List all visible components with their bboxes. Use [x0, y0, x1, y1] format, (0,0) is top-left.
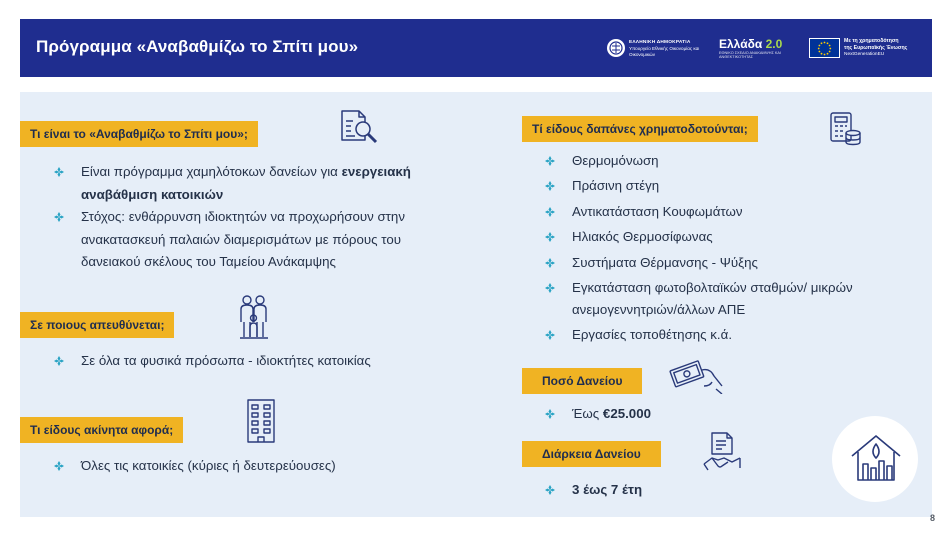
money-hand-icon — [666, 356, 724, 399]
expense-item-text-cont: ανεμογεννητριών/άλλων ΑΠΕ — [572, 301, 746, 317]
contract-handshake-icon — [702, 430, 742, 479]
diamond-bullet-icon — [545, 232, 555, 242]
expense-item-text: Πράσινη στέγη — [572, 178, 660, 194]
expenses-bullets — [545, 150, 925, 350]
greece-2-0-logo — [719, 37, 801, 60]
duration-value: 3 έως 7 έτη — [572, 482, 643, 497]
what-is-b2-line2: ανακατασκευή παλαιών διαμερισμάτων με πόρους του — [81, 231, 401, 247]
eu-logo-line2: της Ευρωπαϊκής Ένωσης — [844, 45, 908, 51]
diamond-bullet-icon — [545, 330, 555, 340]
expense-item-text: Εργασίες τοποθέτησης κ.ά. — [572, 327, 733, 343]
expense-item-text: Συστήματα Θέρμανσης - Ψύξης — [572, 254, 758, 270]
list-item — [545, 324, 925, 346]
list-item — [54, 350, 474, 373]
list-item — [545, 277, 925, 321]
what-is-bullets — [54, 161, 474, 274]
list-item — [54, 206, 474, 274]
what-is-label: Τι είναι το «Αναβαθμίζω το Σπίτι μου»; — [20, 121, 258, 147]
what-is-b2-line1: Στόχος: ενθάρρυνση ιδιοκτητών να προχωρήσουν στην — [81, 209, 405, 224]
what-is-b1-bold-2: αναβάθμιση κατοικιών — [81, 186, 224, 202]
calculator-icon — [827, 110, 863, 151]
page-title: Πρόγραμμα «Αναβαθμίζω το Σπίτι μου» — [36, 37, 359, 56]
list-item — [545, 150, 925, 172]
list-item — [54, 455, 474, 478]
what-is-b1-bold-1: ενεργειακή — [341, 164, 411, 179]
who-label: Σε ποιους απευθύνεται; — [20, 312, 174, 338]
energy-house-icon — [848, 430, 904, 491]
who-b1-text: Σε όλα τα φυσικά πρόσωπα - ιδιοκτήτες κατοικίας — [81, 353, 371, 368]
amount-bullets — [545, 403, 745, 426]
list-item — [545, 201, 925, 223]
amount-text: Έως — [572, 406, 603, 421]
gov-logo-line2: Υπουργείο Εθνικής Οικονομίας και Οικονομικών — [629, 45, 700, 57]
expense-item-text: Θερμομόνωση — [572, 153, 659, 168]
greece20-number: 2.0 — [765, 36, 783, 51]
list-item — [545, 479, 745, 502]
what-is-b2-line3: δανειακού σκέλους του Ταμείου Ανάκαμψης — [81, 254, 336, 269]
property-label: Τι είδους ακίνητα αφορά; — [20, 417, 183, 443]
diamond-bullet-icon — [545, 156, 555, 166]
greek-government-logo — [607, 39, 711, 58]
amount-value: €25.000 — [602, 406, 651, 421]
property-bullets — [54, 455, 474, 478]
expense-item-text: Ηλιακός Θερμοσίφωνας — [572, 229, 713, 245]
who-bullets — [54, 350, 474, 373]
expense-item-text: Εγκατάσταση φωτοβολταϊκών σταθμών/ μικρών — [572, 279, 853, 295]
header-bar — [20, 19, 932, 77]
diamond-bullet-icon — [545, 181, 555, 191]
list-item — [545, 175, 925, 197]
diamond-bullet-icon — [545, 283, 555, 293]
logos-group — [607, 36, 922, 60]
duration-label: Διάρκεια Δανείου — [522, 441, 661, 467]
list-item — [54, 161, 474, 206]
greece20-subtitle: ΕΘΝΙΚΟ ΣΧΕΔΙΟ ΑΝΑΚΑΜΨΗΣ ΚΑΙ ΑΝΘΕΚΤΙΚΟΤΗΤΑΣ — [719, 50, 781, 59]
eu-logo-line3: NextGenerationEU — [844, 52, 885, 57]
expense-item-text: Αντικατάσταση Κουφωμάτων — [572, 203, 743, 219]
page-number: 8 — [930, 513, 936, 523]
diamond-bullet-icon — [54, 167, 64, 177]
diamond-bullet-icon — [545, 485, 555, 495]
diamond-bullet-icon — [545, 258, 555, 268]
amount-label: Ποσό Δανείου — [522, 368, 642, 394]
document-search-icon — [339, 108, 379, 149]
list-item — [545, 226, 925, 248]
list-item — [545, 252, 925, 274]
greece20-word: Ελλάδα — [719, 36, 763, 51]
diamond-bullet-icon — [545, 207, 555, 217]
coat-of-arms-icon — [607, 39, 625, 57]
energy-house-circle — [832, 416, 918, 502]
what-is-b1-text: Είναι πρόγραμμα χαμηλότοκων δανείων για — [81, 164, 342, 179]
eu-flag-icon — [809, 38, 840, 58]
building-icon — [245, 397, 277, 450]
property-b1-text: Όλες τις κατοικίες (κύριες ή δευτερεύουσες) — [81, 458, 336, 473]
list-item — [545, 403, 745, 426]
expenses-label: Τί είδους δαπάνες χρηματοδοτούνται; — [522, 116, 758, 142]
gov-logo-line1: ΕΛΛΗΝΙΚΗ ΔΗΜΟΚΡΑΤΙΑ — [629, 39, 691, 45]
people-icon — [238, 294, 270, 345]
duration-bullets — [545, 479, 745, 502]
eu-funding-logo — [809, 38, 922, 58]
diamond-bullet-icon — [545, 409, 555, 419]
diamond-bullet-icon — [54, 212, 64, 222]
diamond-bullet-icon — [54, 461, 64, 471]
diamond-bullet-icon — [54, 356, 64, 366]
eu-logo-line1: Με τη χρηματοδότηση — [844, 38, 899, 44]
